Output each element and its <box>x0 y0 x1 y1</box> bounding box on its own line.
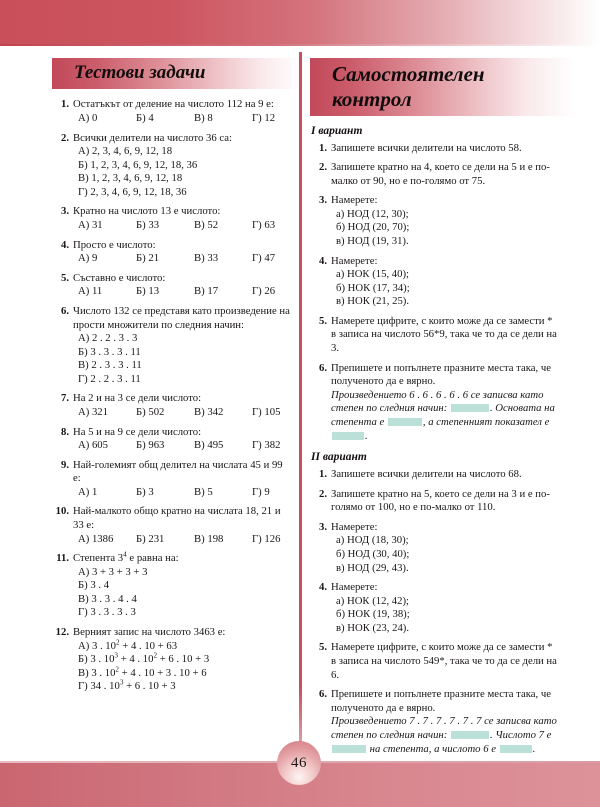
answer-option: А) 9 <box>78 252 98 265</box>
question-text: Най-големият общ делител на числата 45 и 99 е: <box>73 458 283 485</box>
question-number: 3. <box>318 194 327 207</box>
answer-option: б) НОД (30, 40); <box>336 547 410 560</box>
answer-options <box>73 112 290 126</box>
answer-option: В) 3 . $10^2 + 4$ . 10 + 3 . 10 + 6 <box>78 665 207 679</box>
question-text: Намерете цифрите, с които може да се замести * в записа на числото 549*, така че то да се дели на 6. <box>331 641 557 681</box>
answer-option: Г) 3 . 3 . 3 . 3 <box>78 606 136 619</box>
question-text: Степента $3^4$ е равна на: <box>73 550 179 565</box>
test-question-item <box>52 132 290 200</box>
answer-option: Г) 2, 3, 4, 6, 9, 12, 18, 36 <box>78 185 187 198</box>
answer-options <box>73 285 290 299</box>
question-number: 6. <box>318 688 327 701</box>
question-text: Препишете и попълнете празните места така, че полученото да е вярно. <box>331 688 551 714</box>
answer-option: В) 495 <box>194 439 224 452</box>
answer-options <box>73 533 290 547</box>
section-heading-test-tasks: Тестови задачи <box>52 58 302 89</box>
answer-option: А) 1 <box>78 485 98 498</box>
answer-option: В) 3 . 3 . 4 . 4 <box>78 592 137 605</box>
answer-option: В) 8 <box>194 111 213 124</box>
answer-option: в) НОК (23, 24). <box>336 621 410 634</box>
answer-option: Г) 105 <box>252 405 281 418</box>
answer-option: Б) 963 <box>136 439 165 452</box>
page-number: 46 <box>277 741 321 785</box>
question-number: 5. <box>60 271 69 284</box>
answer-option: Г) 382 <box>252 439 281 452</box>
answer-option: А) 2 . 2 . 3 . 3 <box>78 332 138 345</box>
variant-question-item <box>310 255 560 309</box>
answer-option: а) НОК (12, 42); <box>336 594 410 607</box>
column-divider <box>299 52 302 742</box>
answer-option: Б) 3 . 3 . 3 . 11 <box>78 345 141 358</box>
variant-question-item <box>310 142 560 156</box>
answer-option: Г) 26 <box>252 285 276 298</box>
variant-question-item <box>310 521 560 575</box>
answer-option: Г) 34 . $10^3 + 6$ . 10 + 3 <box>78 678 176 693</box>
question-text: Запишете кратно на 5, което се дели на 3 и е по-голямо от 100, но е по-малко от 110. <box>331 487 550 514</box>
question-number: 9. <box>60 458 69 471</box>
test-question-item <box>52 505 290 546</box>
test-question-item <box>52 272 290 299</box>
question-number: 4. <box>318 581 327 594</box>
answer-option: Б) 3 <box>136 485 154 498</box>
top-decorative-banner <box>0 0 600 44</box>
section-heading-self-control <box>310 58 576 116</box>
answer-option: в) НОД (19, 31). <box>336 235 409 247</box>
fill-in-the-blank-paragraph: Произведението 6 . 6 . 6 . 6 . 6 се записва като степен по следния начин: . Основата на степента е , а степенният показател е . <box>331 388 555 442</box>
variant-question-item <box>310 581 560 635</box>
question-text: Верният запис на числото 3463 е: <box>73 626 226 639</box>
answer-option: Г) 12 <box>252 111 276 124</box>
answer-options <box>73 486 290 500</box>
question-number: 1. <box>318 468 327 481</box>
answer-option: А) 1386 <box>78 532 114 545</box>
answer-option: В) 5 <box>194 485 213 498</box>
variant-question-item <box>310 194 560 248</box>
test-question-item <box>52 392 290 419</box>
variant-questions-list <box>310 468 560 756</box>
question-text: Намерете: <box>331 254 378 267</box>
answer-option: А) 321 <box>78 405 108 418</box>
question-text: Остатъкът от деление на числото 112 на 9 е: <box>73 98 274 111</box>
question-text: Намерете: <box>331 581 378 594</box>
question-number: 8. <box>60 425 69 438</box>
question-number: 6. <box>318 361 327 374</box>
answer-option: Г) 63 <box>252 219 276 232</box>
variant-question-item <box>310 315 560 356</box>
question-number: 7. <box>60 392 69 405</box>
heading-line-1: Самостоятелен <box>332 62 485 86</box>
question-text: Намерете: <box>331 520 378 533</box>
left-column <box>52 58 290 700</box>
answer-options <box>73 406 290 420</box>
question-number: 1. <box>60 98 69 111</box>
question-text: Намерете: <box>331 194 378 207</box>
answer-option: Б) 13 <box>136 285 160 298</box>
answer-options <box>73 332 290 386</box>
question-text: Просто е числото: <box>73 238 156 251</box>
answer-option: Б) 231 <box>136 532 165 545</box>
question-number: 2. <box>60 131 69 144</box>
variant-title: II вариант <box>311 451 367 464</box>
question-text: Запишете кратно на 4, което се дели на 5 и е по-малко от 90, но е по-голямо от 75. <box>331 161 550 187</box>
answer-option: Г) 2 . 2 . 3 . 11 <box>78 372 141 385</box>
answer-option: В) 342 <box>194 405 224 418</box>
question-number: 4. <box>60 238 69 251</box>
test-question-item <box>52 459 290 500</box>
question-text: Съставно е числото: <box>73 271 166 284</box>
variant-question-item <box>310 468 560 482</box>
answer-option: Г) 47 <box>252 252 276 265</box>
answer-option: В) 33 <box>194 252 219 265</box>
answer-options <box>73 439 290 453</box>
question-text: Запишете всички делители на числото 68. <box>331 468 522 481</box>
answer-option: А) 2, 3, 4, 6, 9, 12, 18 <box>78 145 173 158</box>
question-text: На 2 и на 3 се дели числото: <box>73 392 202 405</box>
answer-options <box>331 595 560 636</box>
variants-container <box>310 125 560 757</box>
question-number: 2. <box>318 161 327 174</box>
question-number: 3. <box>60 205 69 218</box>
answer-option: Б) 1, 2, 3, 4, 6, 9, 12, 18, 36 <box>78 158 198 171</box>
answer-option: А) 3 + 3 + 3 + 3 <box>78 565 148 578</box>
test-question-item <box>52 305 290 386</box>
answer-options <box>73 566 290 620</box>
answer-option: Б) 3 . 4 <box>78 579 110 592</box>
question-text: Числото 132 се представя като произведение на прости множители по следния начин: <box>73 304 290 331</box>
question-number: 10. <box>55 505 69 518</box>
answer-option: в) НОД (29, 43). <box>336 561 409 574</box>
question-text: Кратно на числото 13 е числото: <box>73 205 221 218</box>
answer-option: а) НОК (15, 40); <box>336 268 410 281</box>
question-number: 4. <box>318 254 327 267</box>
question-number: 5. <box>318 641 327 654</box>
answer-option: В) 17 <box>194 285 219 298</box>
question-text: На 5 и на 9 се дели числото: <box>73 425 202 438</box>
variant-title: I вариант <box>311 124 363 137</box>
question-number: 3. <box>318 520 327 533</box>
question-text: Всички делители на числото 36 са: <box>73 131 232 144</box>
test-questions-list <box>52 98 290 694</box>
answer-option: Б) 3 . $10^3 + 4$ . $10^2 + 6$ . 10 + 3 <box>78 651 210 666</box>
answer-option: а) НОД (12, 30); <box>336 207 409 220</box>
answer-options <box>331 208 560 249</box>
answer-option: В) 52 <box>194 219 219 232</box>
test-question-item <box>52 239 290 266</box>
answer-option: б) НОД (20, 70); <box>336 221 410 234</box>
answer-options <box>73 145 290 199</box>
test-question-item <box>52 626 290 694</box>
answer-option: А) 0 <box>78 111 98 124</box>
answer-option: Б) 4 <box>136 111 154 124</box>
question-text: Запишете всички делители на числото 58. <box>331 141 522 154</box>
variant-question-item <box>310 161 560 188</box>
answer-options <box>331 268 560 309</box>
answer-option: Г) 9 <box>252 485 270 498</box>
answer-options <box>73 219 290 233</box>
answer-option: б) НОК (19, 38); <box>336 608 410 621</box>
answer-option: В) 1, 2, 3, 4, 6, 9, 12, 18 <box>78 172 183 185</box>
answer-option: А) 3 . $10^2 + 4$ . 10 + 63 <box>78 638 178 652</box>
question-number: 11. <box>56 552 69 565</box>
answer-option: б) НОК (17, 34); <box>336 281 410 294</box>
question-number: 5. <box>318 314 327 327</box>
answer-option: В) 2 . 3 . 3 . 11 <box>78 359 142 372</box>
top-banner-edge <box>0 44 600 46</box>
test-question-item <box>52 552 290 620</box>
answer-option: В) 198 <box>194 532 224 545</box>
answer-options <box>73 252 290 266</box>
right-column <box>310 58 560 762</box>
answer-options <box>331 534 560 575</box>
answer-option: Б) 502 <box>136 405 165 418</box>
variant-question-item <box>310 641 560 682</box>
answer-option: Б) 33 <box>136 219 160 232</box>
question-number: 1. <box>318 141 327 154</box>
variant-questions-list <box>310 142 560 444</box>
variant-question-item <box>310 488 560 515</box>
test-question-item <box>52 426 290 453</box>
question-text: Най-малкото общо кратно на числата 18, 21 и 33 е: <box>73 505 281 532</box>
question-text: Намерете цифрите, с които може да се замести * в записа на числото 56*9, така че то да се дели на 3. <box>331 314 557 355</box>
answer-option: Б) 21 <box>136 252 160 265</box>
test-question-item <box>52 98 290 125</box>
heading-line-2: контрол <box>332 86 412 111</box>
answer-option: А) 605 <box>78 439 108 452</box>
variant-question-item <box>310 688 560 756</box>
answer-options <box>73 640 290 694</box>
answer-option: А) 31 <box>78 219 103 232</box>
answer-option: в) НОК (21, 25). <box>336 295 410 308</box>
variant-question-item <box>310 362 560 443</box>
question-text: Препишете и попълнете празните места така, че полученото да е вярно. <box>331 361 551 388</box>
answer-option: а) НОД (18, 30); <box>336 534 409 547</box>
question-number: 6. <box>60 304 69 317</box>
question-number: 2. <box>318 487 327 500</box>
answer-option: А) 11 <box>78 285 103 298</box>
question-number: 12. <box>55 626 69 639</box>
fill-in-the-blank-paragraph: Произведението 7 . 7 . 7 . 7 . 7 . 7 се записва като степен по следния начин: . Числото 7 е на степента, а числото 6 е . <box>331 715 557 755</box>
test-question-item <box>52 205 290 232</box>
answer-option: Г) 126 <box>252 532 281 545</box>
